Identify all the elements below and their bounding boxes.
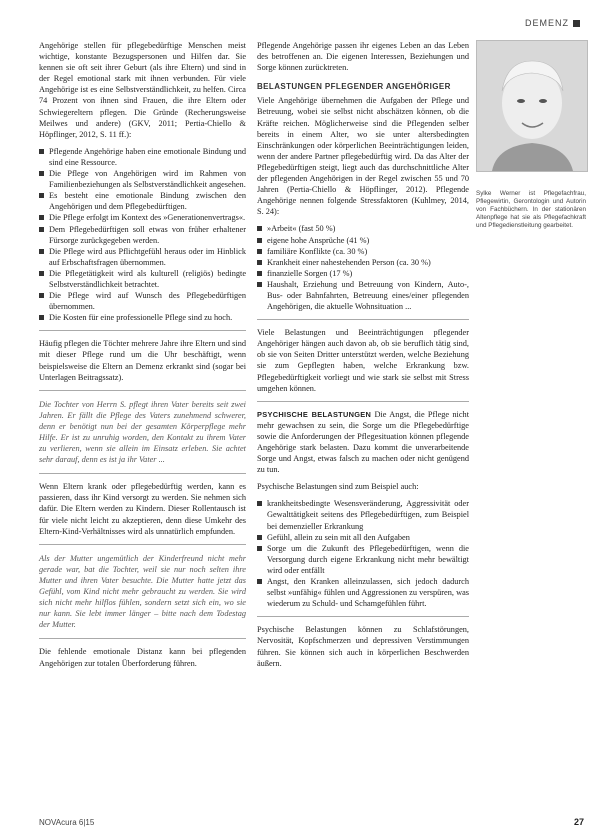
list-item: Die Pflege erfolgt im Kontext des »Generationenvertrags«. — [39, 212, 246, 223]
list-item: Pflegende Angehörige haben eine emotionale Bindung und sind eine Ressource. — [39, 146, 246, 168]
section-header — [525, 18, 580, 28]
author-photo — [476, 40, 588, 172]
list-item: Es besteht eine emotionale Bindung zwischen den Angehörigen und dem Pflegebedürftigen. — [39, 190, 246, 212]
bullet-list — [257, 498, 469, 609]
paragraph-text: Die Angst, die Pflege nicht mehr gewachsen zu sein, die Sorge um die Pflegebedürftige sowie die Anforderungen der Pflegesituation können pflegende Angehörige stark belasten. Dazu kommt die unverarbeitende Sorge und Angst, etwas falsch zu machen oder nicht genügend zu tun. — [257, 409, 469, 475]
section-label: DEMENZ — [525, 18, 569, 28]
paragraph: Psychische Belastungen können zu Schlafstörungen, Nervosität, Kopfschmerzen und depressiven Verstimmungen führen. Sie können sich auch in körperlichen Beschwerden äußern. — [257, 625, 469, 668]
bullet-list — [39, 146, 246, 324]
divider — [39, 390, 246, 391]
case-example: Als der Mutter ungemütlich der Kinderfreund nicht mehr gerade war, bat die Tochter, weil sie nur noch selten ihre Mutter und ihren Vater besuchte. Die Mutter hatte jetzt das Gefühl, vom Kind nicht mehr gebraucht zu werden. Sie wird sich nicht mehr hilflos fühlen, sondern setzt sich ein, wo sie nur kann. Sie lebt immer länger – bitte nach dem Todestag der Mutter. — [39, 553, 246, 630]
column-3 — [476, 40, 586, 230]
list-item: Angst, den Kranken alleinzulassen, sich jedoch dadurch selbst »unfähig« fühlen und Aggressionen zu verspüren, was wiederum zu Schuld- und Schamgefühlen führt. — [257, 576, 469, 609]
list-item: »Arbeit« (fast 50 %) — [257, 223, 469, 234]
paragraph: Viele Angehörige übernehmen die Aufgaben der Pflege und Betreuung, wobei sie selbst nicht abschätzen können, ob die Kräfte reichen. Möglicherweise sind die Pflegenden selber bereits in einem Alter, wo sie unter altersbedingten Einschränkungen oder körperlichen Beeinträchtigungen leiden, wenn der andere Partner pflegebedürftig wird. Da das Alter der Pflegebedürftigen steigt, liegt auch das durchschnittliche Alter der pflegenden Angehörigen in der Regel zwischen 55 und 70 Jahren (Pertia-Chiello & Höpflinger, 2012). Pflegende Angehörige nennen folgende Stressfaktoren (Kuhlmey, 2014, S. 24): — [257, 96, 469, 217]
section-square-icon — [573, 20, 580, 27]
bullet-list — [257, 223, 469, 312]
paragraph: Häufig pflegen die Töchter mehrere Jahre ihre Eltern und sind mit dieser Pflege rund um die Uhr beschäftigt, wenn beispielsweise die Eltern an Demenz erkrankt sind (sogar bei Unterlagen Beitragssatz). — [39, 339, 246, 382]
divider — [39, 544, 246, 545]
inline-heading: PSYCHISCHE BELASTUNGEN — [257, 409, 372, 419]
column-2 — [257, 40, 469, 675]
paragraph: Viele Belastungen und Beeinträchtigungen pflegender Angehöriger hängen auch davon ab, ob sie beruflich tätig sind, ob sie von Seiten Dritter unterstützt werden, welche Beziehung sie zum Gepflegten haben, welche Erkrankung bzw. Pflegebedürftigkeit vorliegt und wie stark sie selbst mit Stress umgehen können. — [257, 328, 469, 393]
list-item: Dem Pflegebedürftigen soll etwas von früher erhaltener Fürsorge zurückgegeben werden. — [39, 224, 246, 246]
portrait-image — [477, 41, 587, 171]
divider — [39, 638, 246, 639]
list-item: krankheitsbedingte Wesensveränderung, Aggressivität oder Gewalttätigkeit seitens des Pflegebedürftigen, zum Beispiel bei demenzieller Erkrankung — [257, 498, 469, 531]
divider — [257, 616, 469, 617]
paragraph: Die fehlende emotionale Distanz kann bei pflegenden Angehörigen zur totalen Überforderung führen. — [39, 647, 246, 668]
list-item: Sorge um die Zukunft des Pflegebedürftigen, wenn die Versorgung durch eigene Erkrankung nicht mehr bewältigt wird oder entfällt — [257, 543, 469, 576]
list-item: finanzielle Sorgen (17 %) — [257, 268, 469, 279]
divider — [39, 473, 246, 474]
list-item: Die Pflege wird aus Pflichtgefühl heraus oder im Hinblick auf Erbschaftsfragen übernommen. — [39, 246, 246, 268]
divider — [39, 330, 246, 331]
magazine-issue: NOVAcura 6|15 — [39, 818, 95, 827]
list-item: familiäre Konflikte (ca. 30 %) — [257, 246, 469, 257]
list-item: eigene hohe Ansprüche (41 %) — [257, 235, 469, 246]
list-item: Die Pflegetätigkeit wird als kulturell (religiös) bedingte Selbstverständlichkeit betrachtet. — [39, 268, 246, 290]
paragraph: Angehörige stellen für pflegebedürftige Menschen meist wichtige, konstante Bezugspersonen und Hilfen dar. Sie kennen sie oft seit ihrer Geburt (als ihre Eltern) und sind in der Regel emotional stark mit ihnen verbunden. Für viele Angehörige ist es eine Selbstverständlichkeit, zu helfen. Circa 74 Prozent von ihnen sind Frauen, die ihre Eltern oder Schwiegereltern pflegen. Die Gründe (Recherungsweise Meilwes und andere) (GKV, 2011; Pertia-Chiello & Höpflinger, 2012, S. 11 ff.): — [39, 41, 246, 139]
divider — [257, 401, 469, 402]
list-item: Haushalt, Erziehung und Betreuung von Kindern, Auto-, Bus- oder Bahnfahrten, Betreuung eines/einer pflegenden Angehörigen, die aktuelle Wohnsituation ... — [257, 279, 469, 312]
section-heading: BELASTUNGEN PFLEGENDER ANGEHÖRIGER — [257, 82, 451, 92]
divider — [257, 319, 469, 320]
list-item: Die Pflege wird auf Wunsch des Pflegebedürftigen übernommen. — [39, 290, 246, 312]
paragraph: Wenn Eltern krank oder pflegebedürftig werden, kann es passieren, dass ihr Kind versorgt zu werden. Sie nehmen sich dafür. Die Eltern werden zu Kindern. Dieser Rollentausch ist für viele nicht leicht zu akzeptieren, denn diese Umkehr des Eltern-Kind-Verhältnisses wird als unnatürlich empfunden. — [39, 482, 246, 536]
list-item: Krankheit einer nahestehenden Person (ca. 30 %) — [257, 257, 469, 268]
case-example: Die Tochter von Herrn S. pflegt ihren Vater bereits seit zwei Jahren. Er fällt die Pflege des Vaters zunehmend schwerer, denn er benötigt nun bei der gesamten Körperpflege mehr Hilfe. Er ist zu unruhig worden, den Kontakt zu ihrem Vater zu verlieren, wenn sie allein im Einsatz erleben. Sie achtet sehr darauf, denn es ist ja ihr Vater ... — [39, 399, 246, 465]
paragraph: Pflegende Angehörige passen ihr eigenes Leben an das Leben des betroffenen an. Die eigenen Interessen, Beziehungen und Sorge können zurücktreten. — [257, 41, 469, 73]
list-item: Die Kosten für eine professionelle Pflege sind zu hoch. — [39, 312, 246, 323]
paragraph — [257, 409, 469, 476]
page-number: 27 — [573, 817, 584, 827]
author-caption: Sylke Werner ist Pflegefachfrau, Pflegewirtin, Gerontologin und Autorin von Fachbüchern. In der stationären Altenpflege hat sie als Pflegefachkraft und Pflegedienstleitung gearbeitet. — [476, 190, 586, 229]
list-item: Die Pflege von Angehörigen wird im Rahmen von Familienbeziehungen als Selbstverständlichkeit angesehen. — [39, 168, 246, 190]
column-1 — [39, 40, 246, 675]
list-item: Gefühl, allein zu sein mit all den Aufgaben — [257, 532, 469, 543]
paragraph: Psychische Belastungen sind zum Beispiel auch: — [257, 482, 419, 492]
